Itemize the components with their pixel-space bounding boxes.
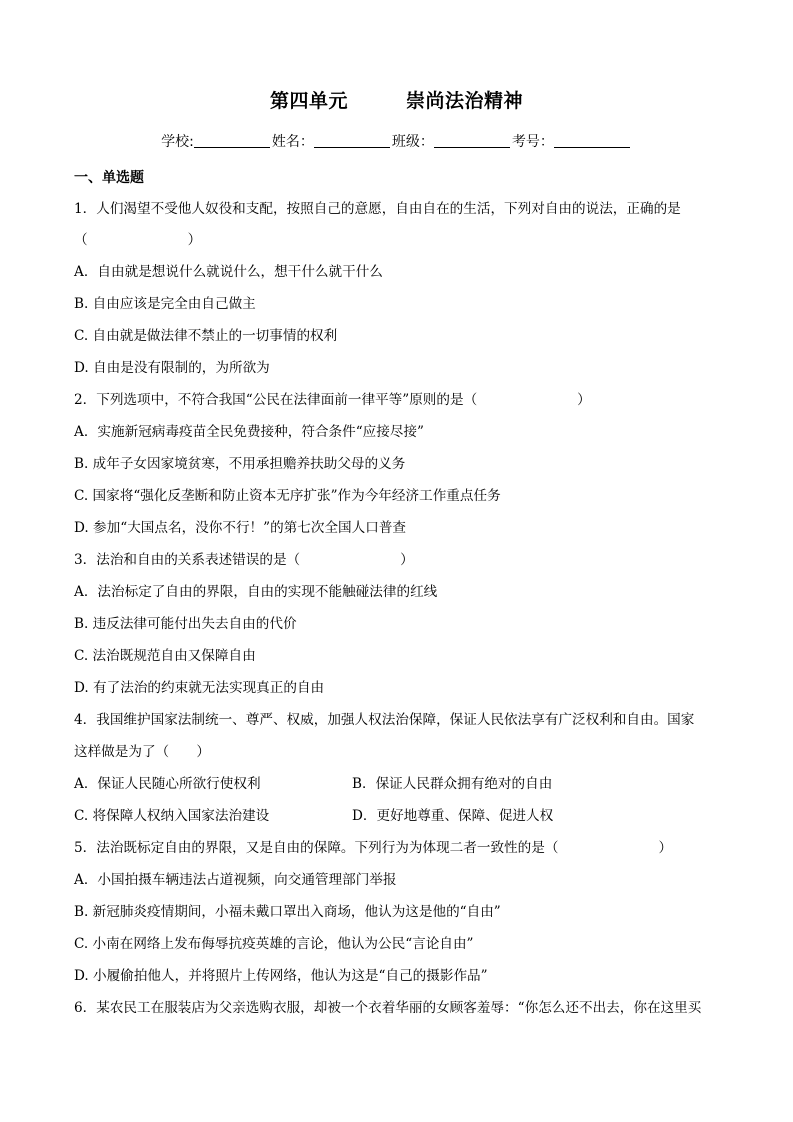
school-label: 学校: — [161, 134, 194, 150]
question-4-options-row-1 — [74, 775, 714, 793]
paren-close: ） — [400, 552, 414, 568]
unit-theme: 崇尚法治精神 — [406, 90, 524, 112]
question-4-option-c[interactable]: C. 将保障人权纳入国家法治建设 — [74, 808, 270, 824]
question-5-option-d[interactable]: D. 小履偷拍他人，并将照片上传网络，他认为这是“自己的摄影作品” — [74, 968, 488, 984]
question-1-parens — [74, 231, 201, 249]
paren-close: ） — [658, 840, 673, 856]
question-1-option-a[interactable]: A．自由就是想说什么就说什么，想干什么就干什么 — [74, 264, 383, 280]
question-2-option-c[interactable]: C. 国家将“强化反垄断和防止资本无序扩张”作为今年经济工作重点任务 — [74, 488, 501, 504]
student-info-row — [0, 131, 793, 151]
question-5-text: 5．法治既标定自由的界限，又是自由的保障。下列行为为体现二者一致性的是（ — [74, 840, 559, 856]
question-5-option-c[interactable]: C. 小南在网络上发布侮辱抗疫英雄的言论，他认为公民“言论自由” — [74, 936, 474, 952]
page-title — [0, 86, 793, 113]
question-4-option-d[interactable]: D．更好地尊重、保障、促进人权 — [352, 808, 554, 824]
question-1-option-b[interactable]: B. 自由应该是完全由自己做主 — [74, 296, 256, 312]
question-2-option-a[interactable]: A．实施新冠病毒疫苗全民免费接种，符合条件“应接尽接” — [74, 424, 424, 440]
class-label: 班级： — [391, 134, 434, 150]
name-label: 姓名： — [271, 134, 314, 150]
question-1-stem: 1．人们渴望不受他人奴役和支配，按照自己的意愿，自由自在的生活，下列对自由的说法，正确的是 — [74, 201, 681, 217]
name-blank[interactable] — [314, 133, 390, 148]
exam-no-label: 考号： — [511, 134, 554, 150]
question-2-option-b[interactable]: B. 成年子女因家境贫寒，不用承担赡养扶助父母的义务 — [74, 456, 406, 472]
question-3-option-d[interactable]: D. 有了法治的约束就无法实现真正的自由 — [74, 680, 325, 696]
question-1-option-d[interactable]: D. 自由是没有限制的，为所欲为 — [74, 360, 270, 376]
exam-no-blank[interactable] — [554, 133, 630, 148]
question-4-option-a[interactable]: A．保证人民随心所欲行使权利 — [74, 776, 261, 792]
question-3-text: 3．法治和自由的关系表述错误的是（ — [74, 552, 301, 568]
section-title: 一、单选题 — [74, 170, 144, 186]
question-4-options-row-2 — [74, 807, 714, 825]
class-blank[interactable] — [434, 133, 510, 148]
question-3-option-c[interactable]: C. 法治既规范自由又保障自由 — [74, 648, 256, 664]
paren-close: ） — [187, 232, 202, 248]
paren-close: ） — [577, 392, 591, 408]
question-2-option-d[interactable]: D. 参加“大国点名，没你不行！”的第七次全国人口普查 — [74, 520, 407, 536]
question-5-option-b[interactable]: B. 新冠肺炎疫情期间，小福未戴口罩出入商场，他认为这是他的“自由” — [74, 904, 501, 920]
question-3-stem — [74, 551, 414, 569]
unit-label: 第四单元 — [269, 90, 348, 112]
paren-open: （ — [74, 232, 88, 248]
question-3-option-b[interactable]: B. 违反法律可能付出失去自由的代价 — [74, 616, 297, 632]
question-2-text: 2．下列选项中，不符合我国“公民在法律面前一律平等”原则的是（ — [74, 392, 478, 408]
question-4-stem: 4．我国维护国家法制统一、尊严、权威，加强人权法治保障，保证人民依法享有广泛权利和自由。国家 — [74, 712, 695, 728]
question-5-stem — [74, 839, 672, 857]
question-3-option-a[interactable]: A．法治标定了自由的界限，自由的实现不能触碰法律的红线 — [74, 584, 438, 600]
question-2-stem — [74, 391, 591, 409]
question-1-option-c[interactable]: C. 自由就是做法律不禁止的一切事情的权利 — [74, 328, 338, 344]
question-5-option-a[interactable]: A．小国拍摄车辆违法占道视频，向交通管理部门举报 — [74, 872, 397, 888]
school-blank[interactable] — [194, 133, 270, 148]
question-4-stem-cont: 这样做是为了（ ） — [74, 744, 210, 760]
question-6-stem: 6．某农民工在服装店为父亲选购衣服，却被一个衣着华丽的女顾客羞辱：“你怎么还不出去，你在这里买 — [74, 1000, 702, 1016]
question-4-option-b[interactable]: B．保证人民群众拥有绝对的自由 — [352, 776, 553, 792]
